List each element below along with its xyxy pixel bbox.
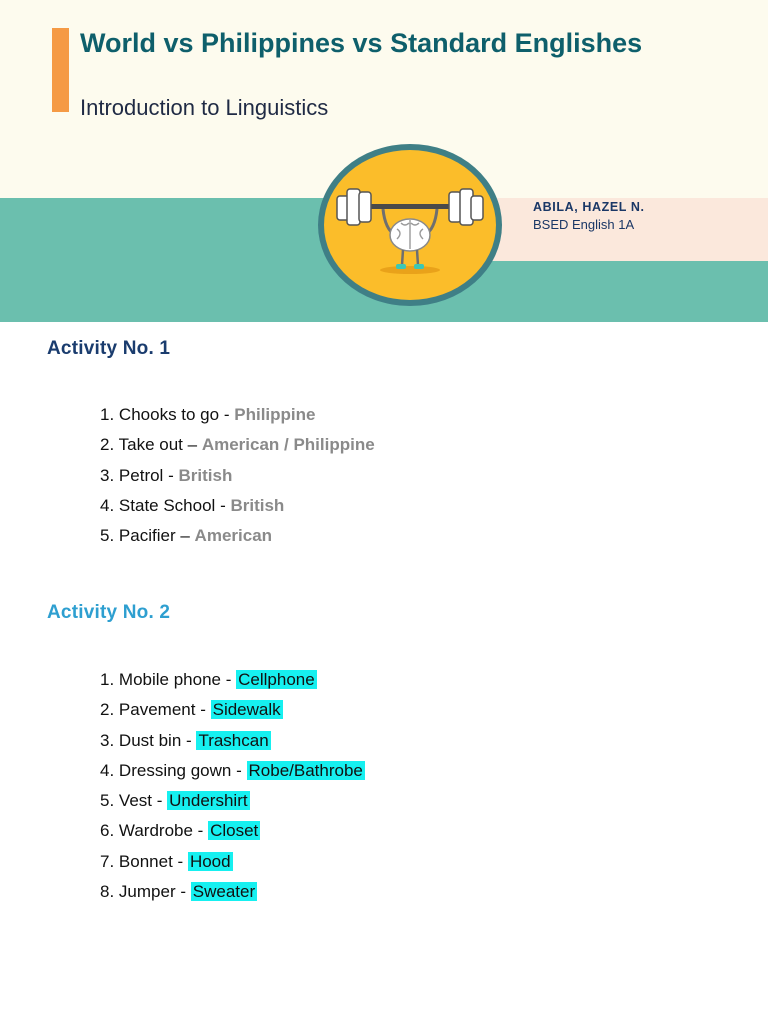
item-answer: Hood: [189, 851, 231, 871]
item-separator: -: [236, 760, 242, 780]
item-answer: Robe/Bathrobe: [248, 760, 363, 780]
item-answer: Closet: [210, 821, 259, 841]
item-answer: British: [230, 495, 285, 515]
item-separator: -: [186, 730, 192, 750]
item-answer: Sidewalk: [212, 700, 281, 720]
item-separator: –: [187, 435, 198, 455]
item-number: 4.: [100, 495, 115, 515]
list-item: [100, 403, 375, 433]
title-accent-bar: [52, 28, 69, 112]
item-answer: Philippine: [234, 405, 316, 424]
list-item: [100, 759, 365, 789]
author-name: ABILA, HAZEL N.: [533, 200, 645, 214]
list-item: [100, 819, 365, 849]
list-item: [100, 524, 375, 554]
list-item: [100, 880, 365, 910]
logo-shadow: [380, 266, 440, 274]
item-number: 2.: [100, 700, 115, 720]
item-answer: American: [194, 526, 273, 546]
item-term: Dust bin: [118, 730, 182, 750]
item-answer: American / Philippine: [201, 435, 375, 455]
list-item: [100, 789, 365, 819]
item-separator: -: [180, 882, 187, 902]
item-answer: Sweater: [192, 882, 256, 902]
item-term: Pacifier: [118, 526, 176, 546]
activity-1-heading: Activity No. 1: [47, 338, 171, 359]
item-term: Chooks to go: [118, 405, 220, 424]
item-number: 1.: [100, 670, 115, 689]
document-title: World vs Philippines vs Standard Englishes: [80, 28, 643, 58]
item-number: 7.: [100, 851, 115, 871]
item-separator: -: [156, 791, 163, 811]
item-number: 3.: [100, 730, 115, 750]
activity-2-list: [100, 668, 365, 910]
item-number: 5.: [100, 526, 115, 546]
list-item: [100, 433, 375, 463]
item-term: Vest: [118, 791, 153, 811]
item-number: 2.: [100, 435, 115, 455]
item-separator: -: [225, 670, 232, 689]
item-term: Wardrobe: [118, 821, 193, 841]
item-term: Bonnet: [118, 851, 173, 871]
activity-1-list: [100, 403, 375, 554]
item-separator: -: [168, 465, 174, 485]
list-item: [100, 494, 375, 524]
document-subtitle: Introduction to Linguistics: [80, 95, 329, 120]
item-term: Pavement: [118, 700, 196, 720]
item-term: State School: [118, 495, 216, 515]
author-course: BSED English 1A: [533, 217, 635, 232]
item-separator: –: [180, 526, 190, 546]
item-separator: -: [200, 700, 206, 720]
list-item: [100, 698, 365, 728]
item-answer: Trashcan: [198, 730, 269, 750]
item-answer: Cellphone: [238, 670, 315, 689]
item-separator: -: [220, 495, 226, 515]
item-term: Mobile phone: [118, 670, 221, 689]
item-number: 5.: [100, 791, 115, 811]
item-answer: British: [178, 465, 233, 485]
item-separator: -: [223, 405, 230, 424]
item-term: Dressing gown: [118, 760, 232, 780]
item-term: Take out: [118, 435, 183, 455]
item-separator: -: [177, 851, 184, 871]
item-answer: Undershirt: [169, 791, 248, 811]
activity-2-heading: Activity No. 2: [47, 602, 171, 623]
list-item: [100, 850, 365, 880]
item-number: 1.: [100, 405, 115, 424]
item-term: Petrol: [118, 465, 164, 485]
list-item: [100, 729, 365, 759]
list-item: [100, 464, 375, 494]
item-number: 3.: [100, 465, 115, 485]
item-number: 8.: [100, 882, 115, 902]
list-item: [100, 668, 365, 698]
weightlifting-brain-icon: [317, 143, 503, 307]
item-number: 6.: [100, 821, 115, 841]
item-term: Jumper: [118, 882, 176, 902]
item-separator: -: [197, 821, 204, 841]
item-number: 4.: [100, 760, 115, 780]
